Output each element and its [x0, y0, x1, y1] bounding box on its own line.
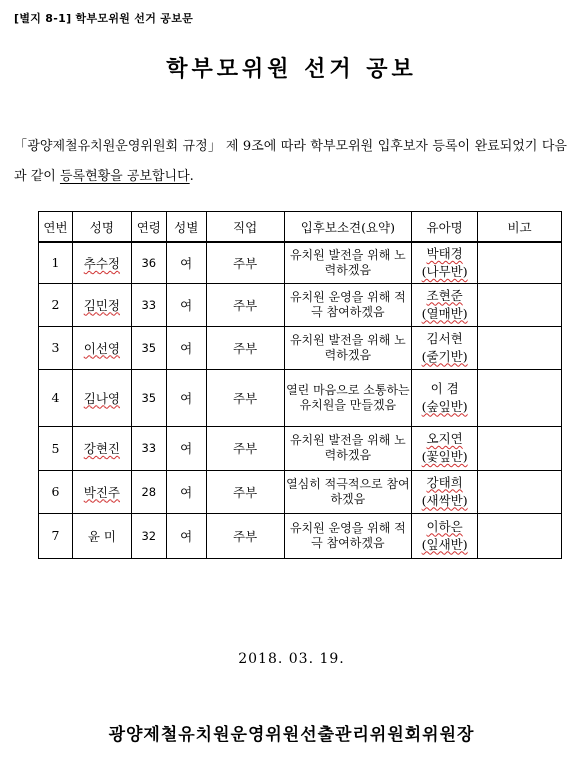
child-name: 이하은: [426, 518, 463, 534]
cell-age: 32: [131, 513, 166, 558]
cell-no: 3: [39, 326, 73, 369]
cell-pledge: 유치원 운영을 위해 적극 참여하겠음: [284, 283, 412, 326]
announcement-date: 2018. 03. 19.: [238, 651, 345, 667]
child-name: 박태경: [426, 245, 463, 261]
table-row: [39, 426, 562, 470]
cell-child: [412, 369, 478, 426]
child-class: (숲잎반): [421, 398, 468, 414]
cell-note: [478, 426, 562, 470]
cell-no: 2: [39, 283, 73, 326]
cell-no: 7: [39, 513, 73, 558]
header-sex: 성별: [166, 212, 206, 243]
cell-no: 4: [39, 369, 73, 426]
cell-name: [72, 426, 131, 470]
cell-child: [412, 513, 478, 558]
cell-no: 6: [39, 470, 73, 513]
table-row: [39, 326, 562, 369]
intro-paragraph: [14, 132, 567, 192]
cell-pledge: 열심히 적극적으로 참여하겠음: [284, 470, 412, 513]
signature-organization: 광양제철유치원운영위원선출관리위원회위원장: [108, 725, 475, 745]
cell-child: [412, 326, 478, 369]
document-title: 학부모위원 선거 공보: [166, 56, 417, 82]
name-text: 박진주: [83, 484, 120, 500]
cell-name: [72, 326, 131, 369]
cell-sex: 여: [166, 513, 206, 558]
table-row: [39, 369, 562, 426]
cell-note: [478, 513, 562, 558]
candidate-table: [38, 211, 562, 559]
cell-pledge: 유치원 발전을 위해 노력하겠음: [284, 326, 412, 369]
name-text: 김민정: [83, 297, 120, 313]
header-pledge: 입후보소견(요약): [284, 212, 412, 243]
header-job: 직업: [206, 212, 284, 243]
cell-age: 33: [131, 283, 166, 326]
cell-note: [478, 283, 562, 326]
cell-sex: 여: [166, 369, 206, 426]
child-class: (나무반): [421, 263, 468, 279]
cell-note: [478, 242, 562, 283]
child-name: 김서현: [426, 330, 463, 346]
cell-pledge: 유치원 발전을 위해 노력하겠음: [284, 242, 412, 283]
child-name: 이 겸: [430, 380, 459, 396]
form-label: [별지 8-1] 학부모위원 선거 공보문: [14, 12, 194, 25]
header-note: 비고: [478, 212, 562, 243]
cell-note: [478, 326, 562, 369]
header-age: 연령: [131, 212, 166, 243]
intro-period: .: [189, 169, 194, 184]
cell-child: [412, 283, 478, 326]
cell-pledge: 유치원 발전을 위해 노력하겠음: [284, 426, 412, 470]
cell-age: 36: [131, 242, 166, 283]
cell-job: 주부: [206, 426, 284, 470]
cell-sex: 여: [166, 326, 206, 369]
table-row: [39, 470, 562, 513]
cell-job: 주부: [206, 242, 284, 283]
cell-child: [412, 426, 478, 470]
cell-name: [72, 513, 131, 558]
child-class: (꽃잎반): [421, 449, 468, 464]
cell-name: [72, 470, 131, 513]
child-class: (잎새반): [421, 536, 468, 552]
cell-job: 주부: [206, 513, 284, 558]
cell-name: [72, 242, 131, 283]
name-text: 윤 미: [87, 528, 116, 544]
header-name: 성명: [72, 212, 131, 243]
cell-name: [72, 369, 131, 426]
cell-job: 주부: [206, 326, 284, 369]
cell-sex: 여: [166, 283, 206, 326]
name-text: 강현진: [83, 441, 120, 456]
name-text: 이선영: [83, 340, 120, 356]
table-row: [39, 242, 562, 283]
name-text: 추수정: [83, 255, 120, 271]
intro-text: 「광양제철유치원운영위원회 규정」 제 9조에 따라 학부모위원 입후보자 등록이 완료되었기 다음과 같이: [14, 139, 567, 184]
cell-pledge: 유치원 운영을 위해 적극 참여하겠음: [284, 513, 412, 558]
child-name: 조현준: [426, 287, 463, 303]
cell-job: 주부: [206, 369, 284, 426]
table-row: [39, 513, 562, 558]
cell-note: [478, 369, 562, 426]
child-class: (새싹반): [421, 492, 468, 508]
cell-no: 5: [39, 426, 73, 470]
cell-job: 주부: [206, 470, 284, 513]
table-row: [39, 283, 562, 326]
cell-no: 1: [39, 242, 73, 283]
cell-sex: 여: [166, 426, 206, 470]
cell-note: [478, 470, 562, 513]
name-text: 김나영: [83, 390, 120, 406]
child-name: 강태희: [426, 474, 463, 490]
child-name: 오지연: [426, 431, 463, 446]
cell-age: 35: [131, 326, 166, 369]
cell-age: 33: [131, 426, 166, 470]
cell-age: 28: [131, 470, 166, 513]
cell-child: [412, 242, 478, 283]
header-no: 연번: [39, 212, 73, 243]
intro-underlined-text: 등록현황을 공보합니다: [59, 169, 190, 184]
table-header-row: [39, 212, 562, 243]
header-child: 유아명: [412, 212, 478, 243]
cell-age: 35: [131, 369, 166, 426]
cell-job: 주부: [206, 283, 284, 326]
cell-sex: 여: [166, 470, 206, 513]
cell-sex: 여: [166, 242, 206, 283]
cell-child: [412, 470, 478, 513]
child-class: (줄기반): [421, 348, 468, 364]
cell-name: [72, 283, 131, 326]
cell-pledge: 열린 마음으로 소통하는 유치원을 만들겠음: [284, 369, 412, 426]
child-class: (열매반): [421, 305, 468, 321]
